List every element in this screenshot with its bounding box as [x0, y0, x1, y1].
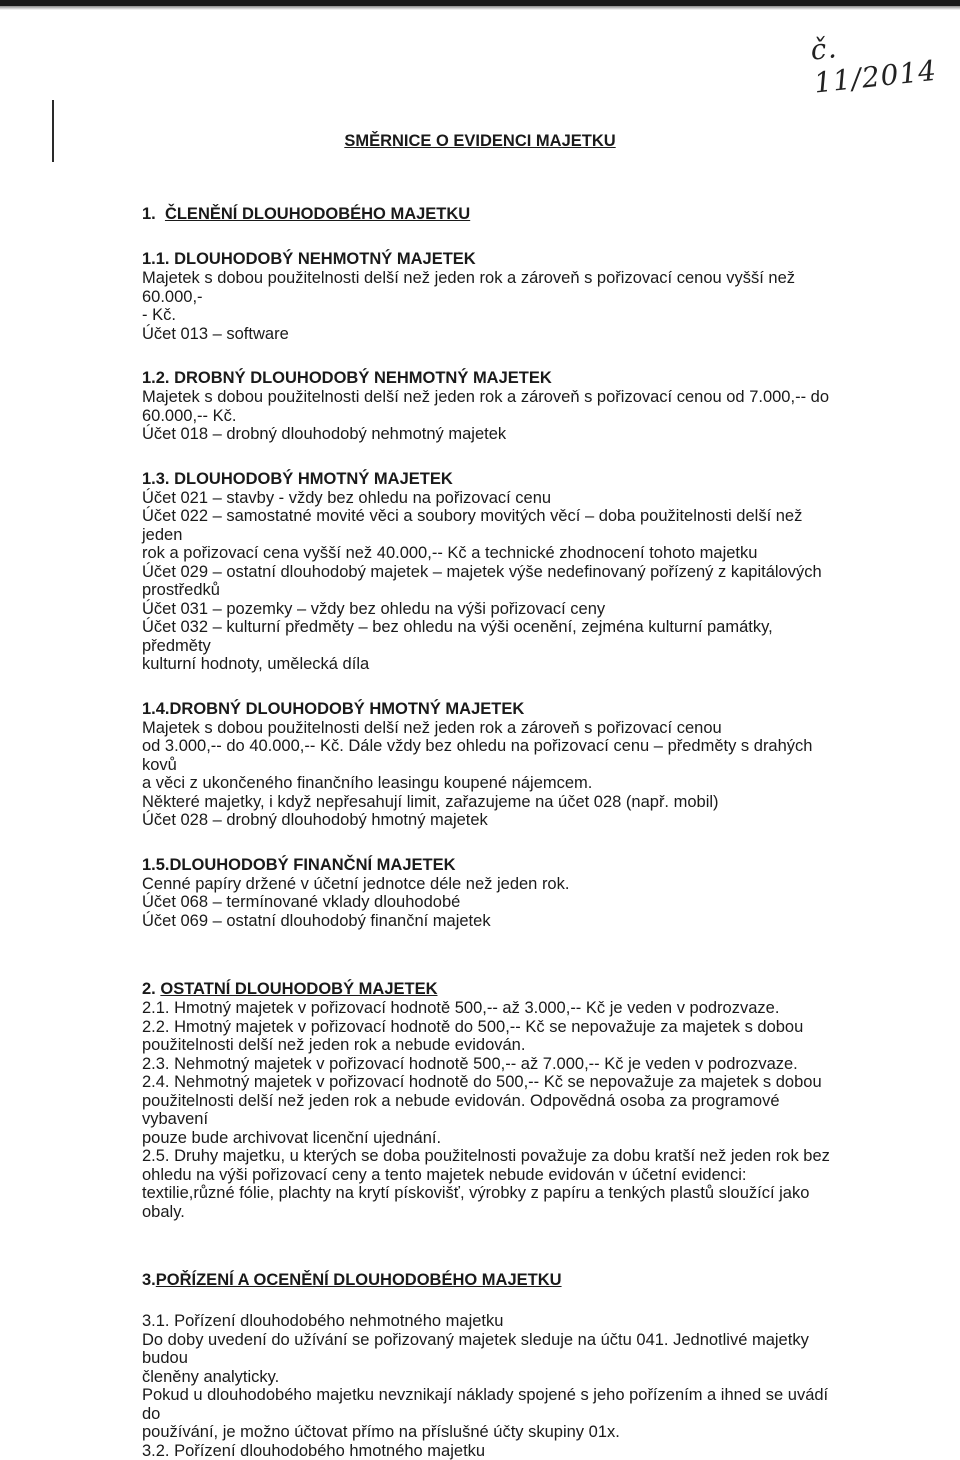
section-1-3-line: Účet 022 – samostatné movité věci a soubory movitých věcí – doba použitelnosti delší než jeden — [142, 507, 842, 544]
section-1-4-line: Některé majetky, i když nepřesahují limit, zařazujeme na účet 028 (např. mobil) — [142, 793, 842, 812]
section-1-4 — [142, 700, 842, 830]
scan-top-shadow — [0, 6, 960, 10]
margin-mark — [52, 100, 54, 162]
section-1-2-line: 60.000,-- Kč. — [142, 407, 842, 426]
section-1-3-line: Účet 029 – ostatní dlouhodobý majetek – majetek výše nedefinovaný pořízený z kapitálových — [142, 563, 842, 582]
section-1-4-heading: 1.4.DROBNÝ DLOUHODOBÝ HMOTNÝ MAJETEK — [142, 700, 842, 719]
section-2 — [142, 980, 842, 1221]
section-1-3-line: kulturní hodnoty, umělecká díla — [142, 655, 842, 674]
section-3-line: Pokud u dlouhodobého majetku nevznikají náklady spojené s jeho pořízením a ihned se uvádí do — [142, 1386, 842, 1423]
section-1-4-line: a věci z ukončeného finančního leasingu koupené nájemcem. — [142, 774, 842, 793]
section-1-3-line: prostředků — [142, 581, 842, 600]
section-1-3-heading: 1.3. DLOUHODOBÝ HMOTNÝ MAJETEK — [142, 470, 842, 489]
section-1-title: ČLENĚNÍ DLOUHODOBÉHO MAJETKU — [165, 205, 470, 223]
section-3-body — [142, 1312, 842, 1460]
section-2-line: 2.1. Hmotný majetek v pořizovací hodnotě 500,-- až 3.000,-- Kč je veden v podrozvaze. — [142, 999, 842, 1018]
section-1-2-line: Účet 018 – drobný dlouhodobý nehmotný majetek — [142, 425, 842, 444]
section-1-3-line: Účet 021 – stavby - vždy bez ohledu na pořizovací cenu — [142, 489, 842, 508]
section-2-line: pouze bude archivovat licenční ujednání. — [142, 1129, 842, 1148]
section-3-number: 3. — [142, 1271, 156, 1289]
section-2-heading — [142, 980, 842, 999]
section-1-3-line: rok a pořizovací cena vyšší než 40.000,-- Kč a technické zhodnocení tohoto majetku — [142, 544, 842, 563]
section-2-line: 2.5. Druhy majetku, u kterých se doba použitelnosti považuje za dobu kratší než jeden rok bez — [142, 1147, 842, 1166]
section-1-4-line: Majetek s dobou použitelnosti delší než jeden rok a zároveň s pořizovací cenou — [142, 719, 842, 738]
section-3-line: 3.1. Pořízení dlouhodobého nehmotného majetku — [142, 1312, 842, 1331]
section-3 — [142, 1271, 842, 1460]
section-1-1-heading: 1.1. DLOUHODOBÝ NEHMOTNÝ MAJETEK — [142, 250, 842, 269]
section-1-4-line: od 3.000,-- do 40.000,-- Kč. Dále vždy bez ohledu na pořizovací cenu – předměty s drahých kovů — [142, 737, 842, 774]
page-title: SMĚRNICE O EVIDENCI MAJETKU — [0, 132, 960, 151]
section-1-5-line: Cenné papíry držené v účetní jednotce déle než jeden rok. — [142, 875, 842, 894]
section-3-title: POŘÍZENÍ A OCENĚNÍ DLOUHODOBÉHO MAJETKU — [156, 1271, 562, 1289]
section-1-2 — [142, 369, 842, 444]
section-2-title: OSTATNÍ DLOUHODOBÝ MAJETEK — [160, 980, 437, 998]
section-2-line: použitelnosti delší než jeden rok a nebude evidován. Odpovědná osoba za programové vybavení — [142, 1092, 842, 1129]
section-1-1-line: Účet 013 – software — [142, 325, 842, 344]
document-body — [142, 205, 842, 1460]
section-3-line: 3.2. Pořízení dlouhodobého hmotného majetku — [142, 1442, 842, 1460]
section-1-3-line: Účet 031 – pozemky – vždy bez ohledu na výši pořizovací ceny — [142, 600, 842, 619]
section-1-5 — [142, 856, 842, 931]
section-2-line: použitelnosti delší než jeden rok a nebude evidován. — [142, 1036, 842, 1055]
section-2-line: 2.3. Nehmotný majetek v pořizovací hodnotě 500,-- až 7.000,-- Kč je veden v podrozvaze. — [142, 1055, 842, 1074]
section-1-5-line: Účet 068 – termínované vklady dlouhodobé — [142, 893, 842, 912]
section-2-line: 2.4. Nehmotný majetek v pořizovací hodnotě do 500,-- Kč se nepovažuje za majetek s dobou — [142, 1073, 842, 1092]
section-1-4-line: Účet 028 – drobný dlouhodobý hmotný majetek — [142, 811, 842, 830]
handwritten-reference: č. 11/2014 — [809, 18, 960, 99]
section-1-3-line: Účet 032 – kulturní předměty – bez ohledu na výši ocenění, zejména kulturní památky, předměty — [142, 618, 842, 655]
section-1-5-heading: 1.5.DLOUHODOBÝ FINANČNÍ MAJETEK — [142, 856, 842, 875]
section-1-3 — [142, 470, 842, 674]
section-1-5-line: Účet 069 – ostatní dlouhodobý finanční majetek — [142, 912, 842, 931]
section-2-number: 2. — [142, 980, 156, 998]
section-1-2-heading: 1.2. DROBNÝ DLOUHODOBÝ NEHMOTNÝ MAJETEK — [142, 369, 842, 388]
section-3-line: členěny analyticky. — [142, 1368, 842, 1387]
section-1-1-line: Majetek s dobou použitelnosti delší než jeden rok a zároveň s pořizovací cenou vyšší než 60.000,- — [142, 269, 842, 306]
section-1-1 — [142, 250, 842, 343]
section-2-line: ohledu na výši pořizovací ceny a tento majetek nebude evidován v účetní evidenci: — [142, 1166, 842, 1185]
section-1-1-line: - Kč. — [142, 306, 842, 325]
section-3-line: Do doby uvedení do užívání se pořizovaný majetek sleduje na účtu 041. Jednotlivé majetky budou — [142, 1331, 842, 1368]
section-2-line: textilie,různé fólie, plachty na krytí pískovišť, výrobky z papíru a tenkých plastů sloužící jako obaly. — [142, 1184, 842, 1221]
section-1-number: 1. — [142, 205, 156, 223]
section-1-heading — [142, 205, 842, 224]
section-2-line: 2.2. Hmotný majetek v pořizovací hodnotě do 500,-- Kč se nepovažuje za majetek s dobou — [142, 1018, 842, 1037]
section-3-line: používání, je možno účtovat přímo na příslušné účty skupiny 01x. — [142, 1423, 842, 1442]
section-3-heading — [142, 1271, 842, 1290]
section-1-2-line: Majetek s dobou použitelnosti delší než jeden rok a zároveň s pořizovací cenou od 7.000,-- do — [142, 388, 842, 407]
